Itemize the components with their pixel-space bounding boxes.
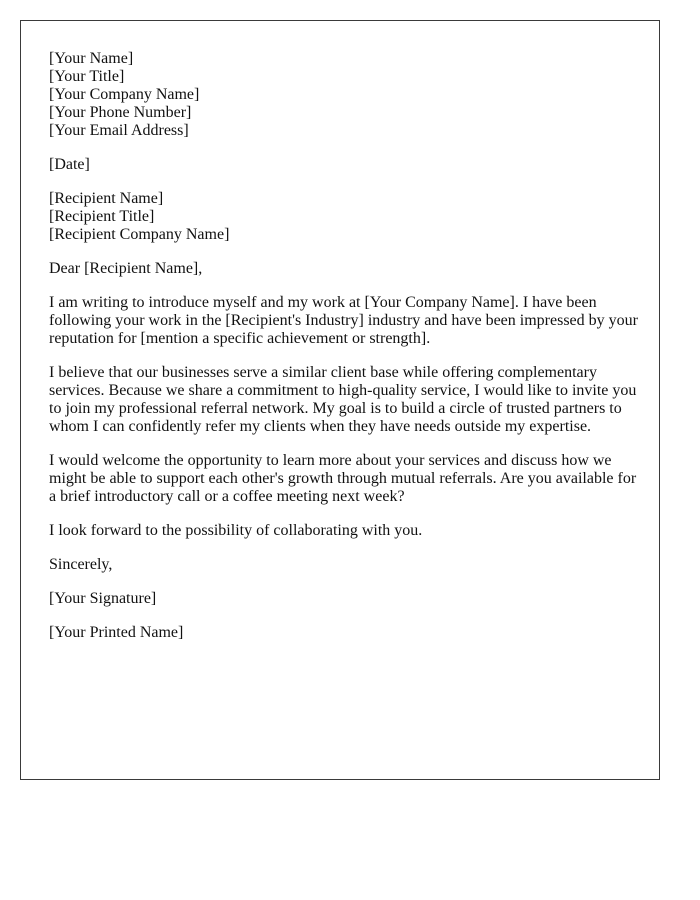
recipient-name: [Recipient Name] [49,190,164,207]
letter-page [20,20,660,780]
sender-company: [Your Company Name] [49,86,200,103]
sender-name: [Your Name] [49,50,134,67]
printed-name: [Your Printed Name] [49,624,184,641]
recipient-block [49,190,639,244]
body-paragraph-intro: I am writing to introduce myself and my work at [Your Company Name]. I have been following your work in the [Recipient's Industry] industry and have been impressed by your reputation for [mention a specific achievement or strength]. [49,294,638,347]
signature: [Your Signature] [49,590,157,607]
body-paragraph-closing: I look forward to the possibility of collaborating with you. [49,522,423,539]
recipient-company: [Recipient Company Name] [49,226,230,243]
sender-phone: [Your Phone Number] [49,104,192,121]
recipient-title: [Recipient Title] [49,208,155,225]
body-paragraph-request: I would welcome the opportunity to learn more about your services and discuss how we might be able to support each other's growth through mutual referrals. Are you available for a brief introductory call or a coffee meeting next week? [49,452,637,505]
closing: Sincerely, [49,556,113,573]
sender-block [49,50,639,140]
salutation: Dear [Recipient Name], [49,260,203,277]
body-paragraph-proposal: I believe that our businesses serve a similar client base while offering complementary services. Because we share a commitment to high-quality service, I would like to invite you to join my professional referral network. My goal is to build a circle of trusted partners to whom I can confidently refer my clients when they have needs outside my expertise. [49,364,637,435]
sender-title: [Your Title] [49,68,125,85]
date: [Date] [49,156,90,173]
sender-email: [Your Email Address] [49,122,189,139]
